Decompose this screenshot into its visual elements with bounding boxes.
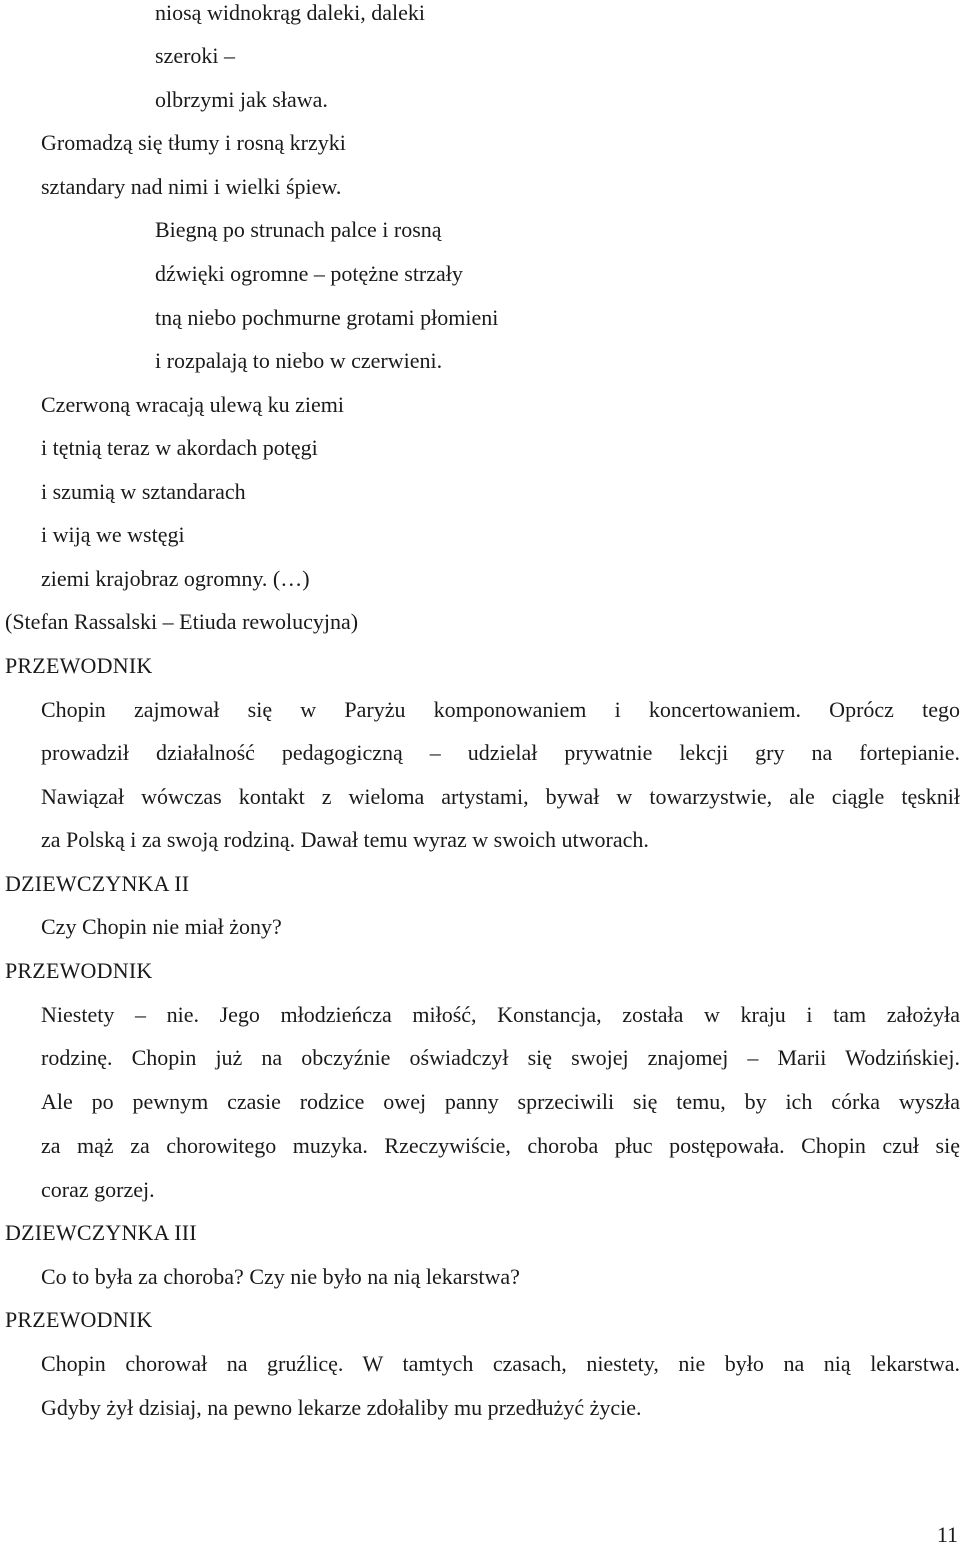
poem-line: ziemi krajobraz ogromny. (…) [41, 566, 310, 591]
speaker-label: PRZEWODNIK [5, 653, 153, 678]
paragraph-line: coraz gorzej. [41, 1177, 155, 1202]
poem-line: i wiją we wstęgi [41, 522, 185, 547]
paragraph-line: za Polską i za swoją rodziną. Dawał temu wyraz w swoich utworach. [41, 827, 649, 852]
paragraph-line: Ale po pewnym czasie rodzice owej panny sprzeciwili się temu, by ich córka wyszła [41, 1089, 960, 1114]
poem-line: olbrzymi jak sława. [155, 87, 328, 112]
paragraph-line: za mąż za chorowitego muzyka. Rzeczywiście, choroba płuc postępowała. Chopin czuł się [41, 1133, 960, 1158]
paragraph-line: Niestety – nie. Jego młodzieńcza miłość, Konstancja, została w kraju i tam założyła [41, 1002, 960, 1027]
poem-attribution: (Stefan Rassalski – Etiuda rewolucyjna) [5, 609, 359, 634]
poem-line: Gromadzą się tłumy i rosną krzyki [41, 130, 346, 155]
speaker-label: DZIEWCZYNKA II [5, 871, 190, 896]
paragraph-line: Gdyby żył dzisiaj, na pewno lekarze zdołaliby mu przedłużyć życie. [41, 1395, 642, 1420]
poem-line: tną niebo pochmurne grotami płomieni [155, 305, 499, 330]
speaker-label: PRZEWODNIK [5, 958, 153, 983]
speaker-label: DZIEWCZYNKA III [5, 1220, 197, 1245]
poem-line: i tętnią teraz w akordach potęgi [41, 435, 318, 460]
paragraph-line: prowadził działalność pedagogiczną – udzielał prywatnie lekcji gry na fortepianie. [41, 740, 960, 765]
poem-line: dźwięki ogromne – potężne strzały [155, 261, 463, 286]
poem-line: sztandary nad nimi i wielki śpiew. [41, 174, 342, 199]
paragraph-line: Nawiązał wówczas kontakt z wieloma artystami, bywał w towarzystwie, ale ciągle tęsknił [41, 784, 960, 809]
paragraph-line: Co to była za choroba? Czy nie było na nią lekarstwa? [41, 1264, 520, 1289]
paragraph-line: rodzinę. Chopin już na obczyźnie oświadczył się swojej znajomej – Marii Wodzińskiej. [41, 1045, 960, 1070]
poem-line: i szumią w sztandarach [41, 479, 246, 504]
paragraph-line: Czy Chopin nie miał żony? [41, 914, 282, 939]
poem-line: szeroki – [155, 43, 236, 68]
poem-line: Czerwoną wracają ulewą ku ziemi [41, 392, 344, 417]
paragraph-line: Chopin zajmował się w Paryżu komponowaniem i koncertowaniem. Oprócz tego [41, 697, 960, 722]
poem-line: niosą widnokrąg daleki, daleki [155, 0, 426, 25]
paragraph-line: Chopin chorował na gruźlicę. W tamtych czasach, niestety, nie było na nią lekarstwa. [41, 1351, 960, 1376]
poem-line: Biegną po strunach palce i rosną [155, 217, 442, 242]
speaker-label: PRZEWODNIK [5, 1307, 153, 1332]
poem-line: i rozpalają to niebo w czerwieni. [155, 348, 443, 373]
page-number: 11 [936, 1522, 958, 1547]
